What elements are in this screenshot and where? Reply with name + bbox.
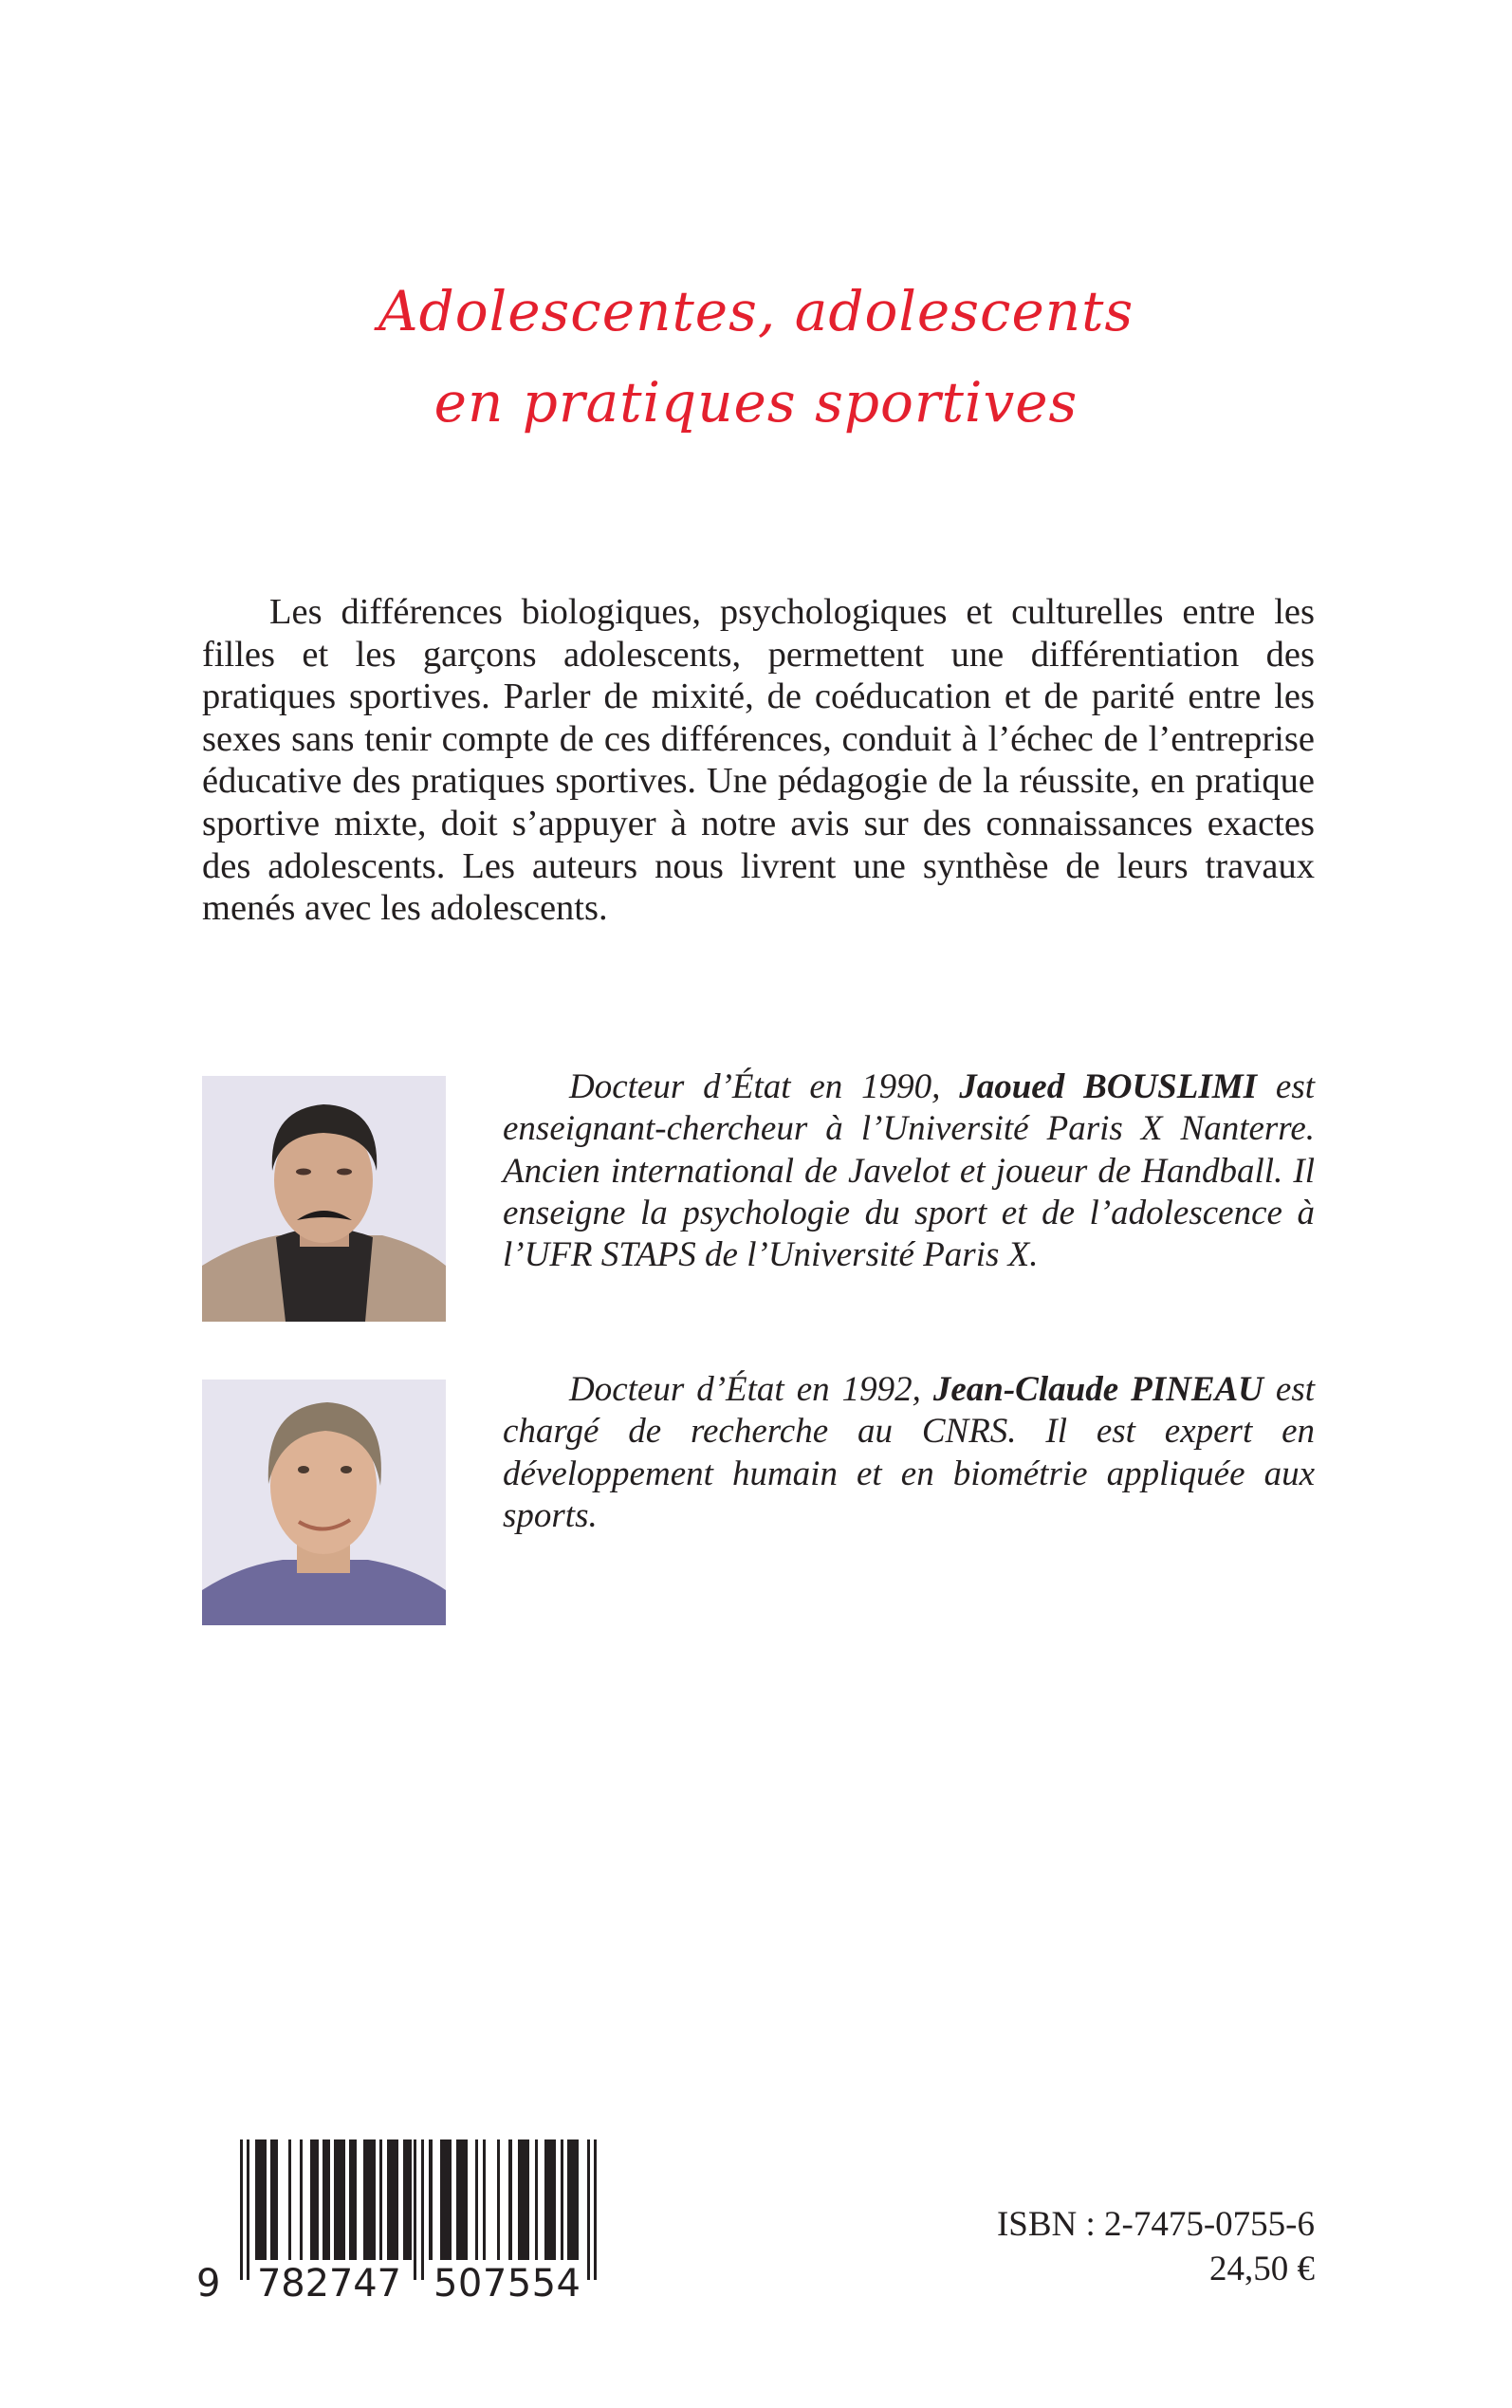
price: 24,50 €: [1209, 2250, 1315, 2288]
author-photo-bouslimi: [202, 1076, 446, 1322]
book-title-line-1: Adolescentes, adolescents: [378, 279, 1134, 343]
author-photo-pineau: [202, 1380, 446, 1625]
book-title-line-2: en pratiques sportives: [433, 370, 1079, 435]
bio-prefix: Docteur d’État en 1990,: [569, 1067, 960, 1106]
author-bio-pineau: [503, 1369, 1315, 1537]
portrait-man-mustache-icon: [202, 1076, 446, 1322]
author-name: Jaoued BOUSLIMI: [959, 1067, 1258, 1106]
isbn-number: ISBN : 2-7475-0755-6: [996, 2205, 1315, 2244]
bio-text: est enseignant-chercheur à l’Université Paris X Nanterre. Ancien international de Javelot et joueur de Handball. Il enseigne la psychologie du sport et de l’adolescence à l’UFR STAPS de l’Université Paris X.: [503, 1067, 1315, 1275]
portrait-man-smiling-icon: [202, 1380, 446, 1625]
author-bio-bouslimi: [503, 1066, 1315, 1276]
barcode-icon: [194, 2135, 612, 2306]
isbn-barcode: [194, 2135, 612, 2306]
bio-text: est chargé de recherche au CNRS. Il est expert en développement humain et en biométrie appliquée aux sports.: [503, 1370, 1315, 1535]
book-summary: Les différences biologiques, psychologiques et culturelles entre les filles et les garçons adolescents, permettent une différentiation des pratiques sportives. Parler de mixité, de coéducation et de parité entre les sexes sans tenir compte de ces différences, conduit à l’échec de l’entreprise éducative des pratiques sportives. Une pédagogie de la réussite, en pratique sportive mixte, doit s’appuyer à notre avis sur des connaissances exactes des adolescents. Les auteurs nous livrent une synthèse de leurs travaux menés avec les adolescents.: [202, 592, 1315, 929]
barcode-left-digits: 782747: [257, 2262, 401, 2306]
barcode-lead-digit: 9: [196, 2262, 221, 2306]
barcode-right-digits: 507554: [433, 2262, 581, 2306]
author-name: Jean-Claude PINEAU: [932, 1370, 1263, 1409]
bio-prefix: Docteur d’État en 1992,: [569, 1370, 933, 1409]
